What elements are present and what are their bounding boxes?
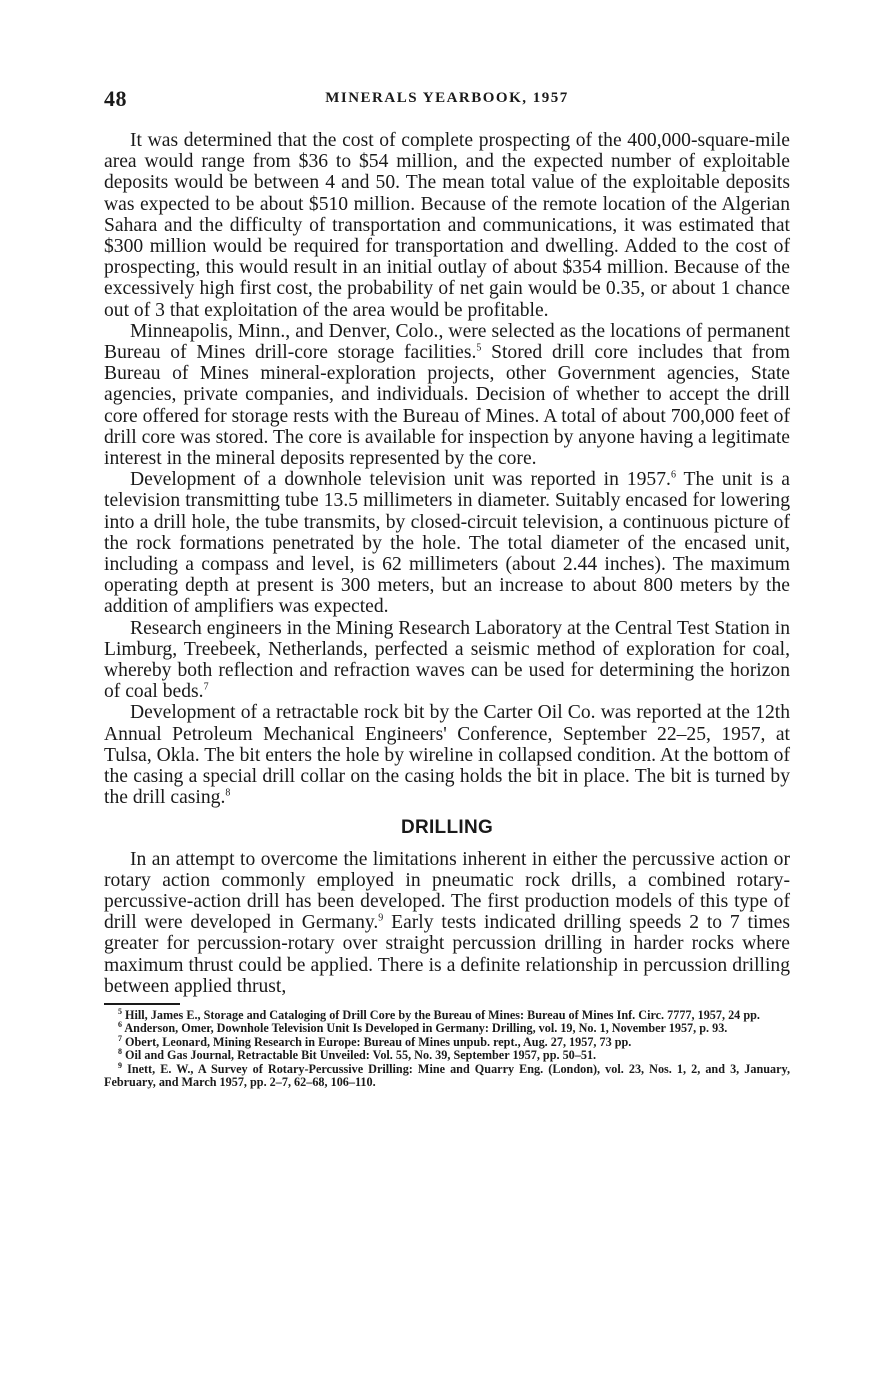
footnote-text: Hill, James E., Storage and Cataloging of Drill Core by the Bureau of Mines: Bureau of Mines Inf. Circ. 7777, 1957, 24 pp. bbox=[122, 1007, 760, 1022]
footnote-ref: 8 bbox=[225, 787, 231, 799]
footnote-ref: 6 bbox=[670, 469, 676, 481]
footnote-text: Obert, Leonard, Mining Research in Europe: Bureau of Mines unpub. rept., Aug. 27, 1957, 73 pp. bbox=[122, 1034, 632, 1049]
footnote-text: Inett, E. W., A Survey of Rotary-Percussive Drilling: Mine and Quarry Eng. (London), vol. 23, Nos. 1, 2, and 3, January, February, and March 1957, pp. 2–7, 62–68, 106–110. bbox=[104, 1061, 790, 1089]
paragraph-downhole-television bbox=[104, 469, 790, 617]
footnote-8 bbox=[104, 1049, 790, 1062]
paragraph-seismic-method bbox=[104, 618, 790, 703]
paragraph-retractable-bit bbox=[104, 702, 790, 808]
running-head bbox=[104, 86, 790, 116]
paragraph-text: It was determined that the cost of complete prospecting of the 400,000-square-mile area would range from $36 to $54 million, and the expected number of exploitable deposits would be between 4 and 50. The mean total value of the exploitable deposits was expected to be about $510 million. Because of the remote location of the Algerian Sahara and the difficulty of transportation and communications, it was estimated that $300 million would be required for transportation and dwelling. Added to the cost of prospecting, this would result in an initial outlay of about $354 million. Because of the excessively high first cost, the probability of net gain would be 0.35, or about 1 chance out of 3 that exploitation of the area would be profitable. bbox=[104, 130, 790, 321]
paragraph-text: In an attempt to overcome the limitations inherent in either the percussive action or rotary action commonly employed in pneumatic rock drills, a combined rotary-percussive-action drill has been developed. The first production models of this type of drill were developed in Germany. bbox=[104, 848, 790, 934]
paragraph-drill-core-storage bbox=[104, 321, 790, 469]
body-text bbox=[104, 130, 790, 997]
footnote-number: 8 bbox=[118, 1047, 122, 1057]
footnote-text: Oil and Gas Journal, Retractable Bit Unveiled: Vol. 55, No. 39, September 1957, pp. 50–51. bbox=[122, 1048, 597, 1063]
footnote-9 bbox=[104, 1060, 790, 1090]
paragraph-text: Minneapolis, Minn., and Denver, Colo., were selected as the locations of permanent Bureau of Mines drill-core storage facilities. bbox=[104, 320, 790, 364]
footnotes bbox=[104, 1006, 790, 1089]
paragraph-rotary-percussive bbox=[104, 849, 790, 997]
footnote-ref: 9 bbox=[378, 912, 384, 924]
section-heading-drilling: DRILLING bbox=[400, 816, 494, 838]
footnote-number: 5 bbox=[118, 1006, 122, 1016]
paragraph-text: Early tests indicated drilling speeds 2 to 7 times greater for percussion-rotary over straight percussion drilling in harder rocks where maximum thrust could be applied. There is a definite relationship in percussion drilling between applied thrust, bbox=[104, 912, 790, 997]
page bbox=[104, 86, 790, 1089]
footnote-number: 9 bbox=[118, 1060, 122, 1070]
footnote-number: 7 bbox=[118, 1033, 122, 1043]
footnote-ref: 7 bbox=[203, 681, 209, 693]
paragraph-text: Research engineers in the Mining Research Laboratory at the Central Test Station in Limburg, Treebeek, Netherlands, perfected a seismic method of exploration for coal, whereby both reflection and refraction waves can be used for determining the horizon of coal beds. bbox=[104, 617, 790, 703]
footnote-number: 6 bbox=[118, 1020, 122, 1030]
footnote-6 bbox=[104, 1022, 790, 1035]
page-number: 48 bbox=[104, 86, 127, 111]
paragraph-prospecting-cost bbox=[104, 130, 790, 321]
paragraph-text: Development of a retractable rock bit by the Carter Oil Co. was reported at the 12th Annual Petroleum Mechanical Engineers' Conference, September 22–25, 1957, at Tulsa, Okla. The bit enters the hole by wireline in collapsed condition. At the bottom of the casing a special drill collar on the casing holds the bit in place. The bit is turned by the drill casing. bbox=[104, 702, 790, 809]
footnote-ref: 5 bbox=[476, 342, 482, 354]
running-head-title: MINERALS YEARBOOK, 1957 bbox=[325, 90, 569, 106]
paragraph-text: Development of a downhole television unit was reported in 1957. bbox=[130, 469, 671, 491]
footnote-divider bbox=[104, 1003, 180, 1005]
paragraph-text: Stored drill core includes that from Bureau of Mines mineral-exploration projects, other Government agencies, State agencies, private companies, and individuals. Decision of whether to accept the drill core offered for storage rests with the Bureau of Mines. A total of about 700,000 feet of drill core was stored. The core is available for inspection by anyone having a legitimate interest in the mineral deposits represented by the core. bbox=[104, 342, 790, 470]
paragraph-text: The unit is a television transmitting tube 13.5 millimeters in diameter. Suitably encased for lowering into a drill hole, the tube transmits, by closed-circuit television, a continuous picture of the rock formations penetrated by the hole. The total diameter of the encased unit, including a compass and level, is 62 millimeters (about 2.44 inches). The maximum operating depth at present is 300 meters, but an increase to about 800 meters by the addition of amplifiers was expected. bbox=[104, 469, 790, 618]
footnote-text: Anderson, Omer, Downhole Television Unit Is Developed in Germany: Drilling, vol. 19, No. 1, November 1957, p. 93. bbox=[122, 1021, 728, 1036]
